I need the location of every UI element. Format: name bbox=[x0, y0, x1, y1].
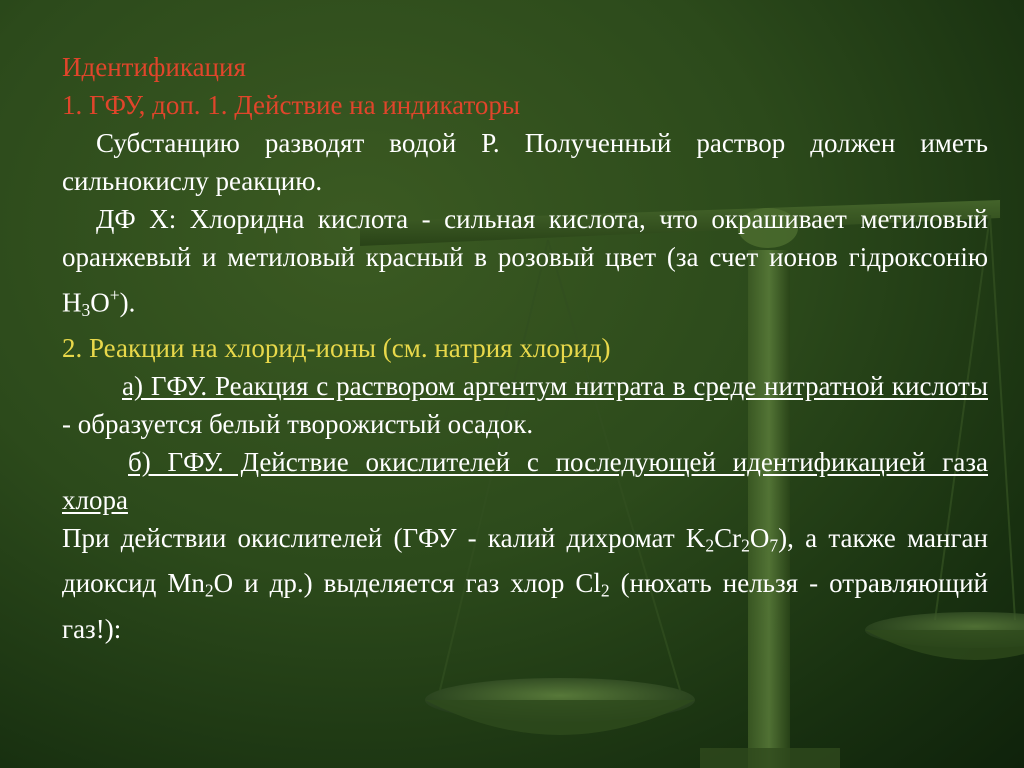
slide-content bbox=[62, 48, 988, 648]
section2-item-a: а) ГФУ. Реакция с раствором аргентум нитрата в среде нитратной кислоты - образуется белый творожистый осадок. bbox=[62, 370, 988, 439]
section2-paragraph: При действии окислителей (ГФУ - калий дихромат $K_2Cr_2O_7$), а также манган диоксид $Mn_2O$ и др.) выделяется газ хлор $Cl_2$ (нюхать нельзя - отравляющий газ!): bbox=[62, 522, 988, 644]
section1-paragraph-2: ДФ Х: Хлоридна кислота - сильная кислота, что окрашивает метиловый оранжевый и метиловый красный в розовый цвет (за счет ионов гідроксонію $H_3O^+$). bbox=[62, 204, 988, 320]
slide-heading: Идентификация bbox=[62, 52, 246, 82]
section2-title: 2. Реакции на хлорид-ионы (см. натрия хлорид) bbox=[62, 332, 611, 363]
section1-title: 1. ГФУ, доп. 1. Действие на индикаторы bbox=[62, 90, 521, 120]
section2-item-b: б) ГФУ. Действие окислителей с последующей идентификацией газа хлора bbox=[62, 446, 988, 515]
section1-paragraph-1: Субстанцию разводят водой Р. Полученный раствор должен иметь сильнокислу реакцию. bbox=[62, 128, 988, 196]
